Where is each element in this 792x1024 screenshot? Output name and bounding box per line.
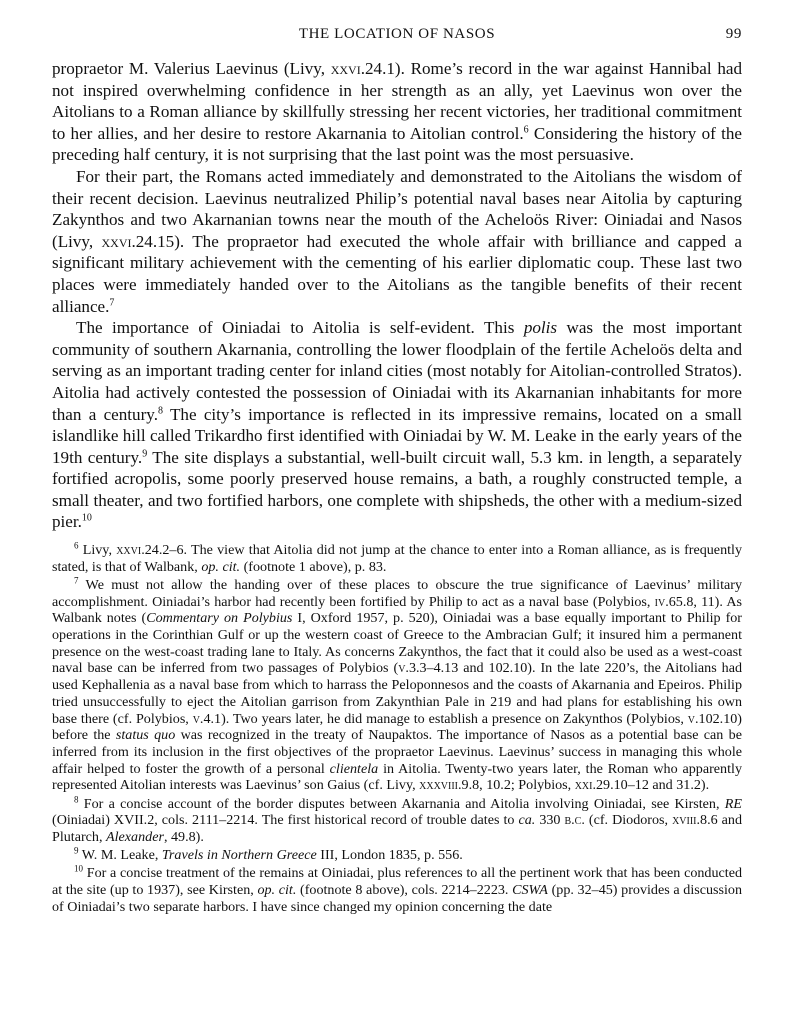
text-run: The site displays a substantial, well-built circuit wall, 5.3 km. in length, a separately fortified acropolis, some poorly preserved house remains, a bath, a roughly constructed temple, a small theater, and two fortified harbors, one complete with shipsheds, the other with a medium-sized pier. [52, 447, 742, 532]
page [52, 26, 742, 917]
text-run: .102.10) before the [52, 710, 742, 744]
footnote-number: 10 [74, 863, 83, 874]
small-caps-ref: iv [654, 593, 666, 610]
italic-term: Travels in Northern Greece [161, 847, 317, 864]
text-run: in Aitolia. Twenty-two years later, the Roman who apparently represented Aitolian interests was Laevinus’ son Gaius (cf. Livy, [52, 760, 742, 794]
text-run: .65.8, 11). As Walbank notes ( [52, 593, 742, 627]
body-text [52, 58, 742, 533]
italic-term: clientela [329, 760, 379, 777]
text-run: .24.2–6. The view that Aitolia did not jump at the chance to enter into a Roman alliance, as is frequently stated, is that of Walbank, [52, 542, 742, 575]
small-caps-ref: v [398, 660, 406, 677]
footnote-6 [52, 542, 742, 575]
footnote-marker: 7 [109, 296, 115, 308]
text-run: (Oiniadai) XVII.2, cols. 2111–2214. The first historical record of trouble dates to [52, 812, 519, 829]
italic-term: status quo [115, 727, 176, 744]
italic-term: op. cit. [257, 882, 297, 899]
footnote-marker: 8 [158, 404, 163, 416]
text-run: .29.10–12 and 31.2). [592, 777, 710, 794]
running-head [52, 26, 742, 48]
small-caps-ref: xxxviii [419, 777, 459, 794]
text-run: (footnote 8 above), cols. 2214–2223. [296, 882, 513, 899]
text-run: was the most important community of southern Akarnania, controlling the lower floodplain of the fertile Acheloös delta and serving as an important trading center for inland cities (most notably for Aitolian-controlled Stratos). Aitolia had actively contested the possession of Oiniadai with its Akarnanian inhabitants for more than a century. [52, 318, 742, 424]
footnote-8 [52, 793, 743, 846]
paragraph-2 [52, 166, 742, 317]
small-caps-ref: v [687, 710, 696, 727]
footnote-10 [52, 865, 742, 915]
footnote-marker: 9 [142, 448, 148, 459]
footnote-marker: 6 [523, 124, 529, 136]
small-caps-ref: xxvi [330, 59, 361, 78]
small-caps-ref: v [192, 710, 200, 727]
text-run: (pp. 32–45) provides a discussion of Oiniadai’s two separate harbors. I have since changed my opinion concerning the date [52, 882, 743, 915]
footnote-7 [52, 577, 742, 794]
text-run: .24.1). Rome’s record in the war against Hannibal had not inspired overwhelming confidence in her strength as an ally, yet Laevinus won over the Aitolians to a Roman alliance by skillfully stressing her recent victories, her traditional commitment to her allies, and her desire to restore Akarnania to Aitolian control. [52, 59, 742, 143]
text-run: Livy, [78, 542, 117, 559]
text-run: .3.3–4.13 and 102.10). In the late 220’s, the Aitolians had used Kephallenia as a naval base from which to harrass the Peloponnesos and the coasts of Akarnania and Epeiros. Philip tried unsuccessfully to eject the Aitolian garrison from Zakynthian Pale in 219 and had plans for establishing his own base there (cf. Polybios, [52, 660, 743, 727]
footnote-number: 8 [74, 793, 79, 804]
text-run: For a concise account of the border disputes between Akarnania and Aitolia involving Oiniadai, see Kirsten, [78, 795, 725, 812]
text-run: I, Oxford 1957, p. 520), Oiniadai was a base equally important to Philip for operations in the Corinthian Gulf or up the western coast of Greece to the Ambracian Gulf; it insured him a permanent presence on the west-coast trading lane to Italy. As concerns Zakynthos, the fact that it could also be used as a west-coast naval base can be inferred from two passages of Polybios ( [52, 610, 742, 677]
text-run: .24.15). The propraetor had executed the whole affair with brilliance and capped a significant military achievement with the cementing of his earlier diplomatic coup. These last two places were immediately handed over to the Aitolians as the tangible benefits of their recent alliance. [52, 231, 742, 316]
running-title: THE LOCATION OF NASOS [298, 26, 496, 42]
text-run: (footnote 1 above), p. 83. [240, 558, 387, 575]
footnote-marker: 10 [81, 512, 92, 524]
text-run: For a concise treatment of the remains at Oiniadai, plus references to all the pertinent work that has been conducted at the site (up to 1937), see Kirsten, [52, 865, 742, 899]
text-run: 330 [535, 812, 565, 829]
text-run: .4.1). Two years later, he did manage to establish a presence on Zakynthos (Polybios, [199, 710, 688, 727]
text-run: W. M. Leake, [78, 847, 162, 864]
footnote-9 [52, 847, 742, 864]
italic-term: Alexander [106, 829, 164, 846]
text-run: was recognized in the treaty of Naupaktos. The importance of Nasos as a potential base can be inferred from its inclusion in the first objectives of the propraetor Laevinus. Laevinus’ success in managing this whole affair helped to foster the growth of a personal [52, 727, 742, 777]
footnotes [52, 542, 742, 915]
small-caps-era: b.c. [564, 812, 585, 829]
text-run: For their part, the Romans acted immediately and demonstrated to the Aitolians the wisdom of their recent decision. Laevinus neutralized Philip’s potential naval bases near Aitolia by capturing Zakynthos and two Akarnanian towns near the mouth of the Acheloös River: Oiniadai and Nasos (Livy, [52, 166, 742, 251]
text-run: III, London 1835, p. 556. [316, 847, 463, 864]
small-caps-ref: xxi [574, 777, 593, 794]
small-caps-ref: xviii [672, 812, 697, 829]
page-number: 99 [725, 26, 742, 42]
footnote-number: 6 [74, 540, 79, 551]
footnote-number: 9 [74, 845, 79, 856]
text-run: .8.6 and Plutarch, [52, 812, 743, 846]
text-run: The importance of Oiniadai to Aitolia is self-evident. This [76, 318, 524, 338]
small-caps-ref: xxvi [116, 542, 142, 559]
text-run: (cf. Diodoros, [584, 812, 673, 829]
italic-term: ca. [518, 812, 536, 829]
text-run: propraetor M. Valerius Laevinus (Livy, [52, 59, 331, 78]
text-run: The city’s importance is reflected in its impressive remains, located on a small islandlike hill called Trikardho first identified with Oiniadai by W. M. Leake in the early years of the 19th century. [52, 404, 742, 467]
paragraph-3 [52, 317, 742, 533]
small-caps-ref: xxvi [101, 231, 132, 251]
italic-term: CSWA [512, 882, 548, 899]
text-run: Considering the history of the preceding half century, it is not surprising that the last point was the most persuasive. [52, 123, 742, 165]
footnote-number: 7 [74, 575, 79, 586]
italic-term: RE [724, 795, 742, 812]
text-run: We must not allow the handing over of these places to obscure the true significance of Laevinus’ military accomplishment. Oiniadai’s harbor had recently been fortified by Philip to act as a naval base (Polybios, [52, 576, 742, 610]
text-run: , 49.8). [163, 829, 204, 846]
italic-term: Commentary on Polybius [146, 610, 293, 627]
italic-term: op. cit. [201, 558, 241, 575]
italic-term: polis [523, 318, 558, 338]
paragraph-1 [52, 58, 742, 166]
text-run: .9.8, 10.2; Polybios, [458, 777, 575, 794]
